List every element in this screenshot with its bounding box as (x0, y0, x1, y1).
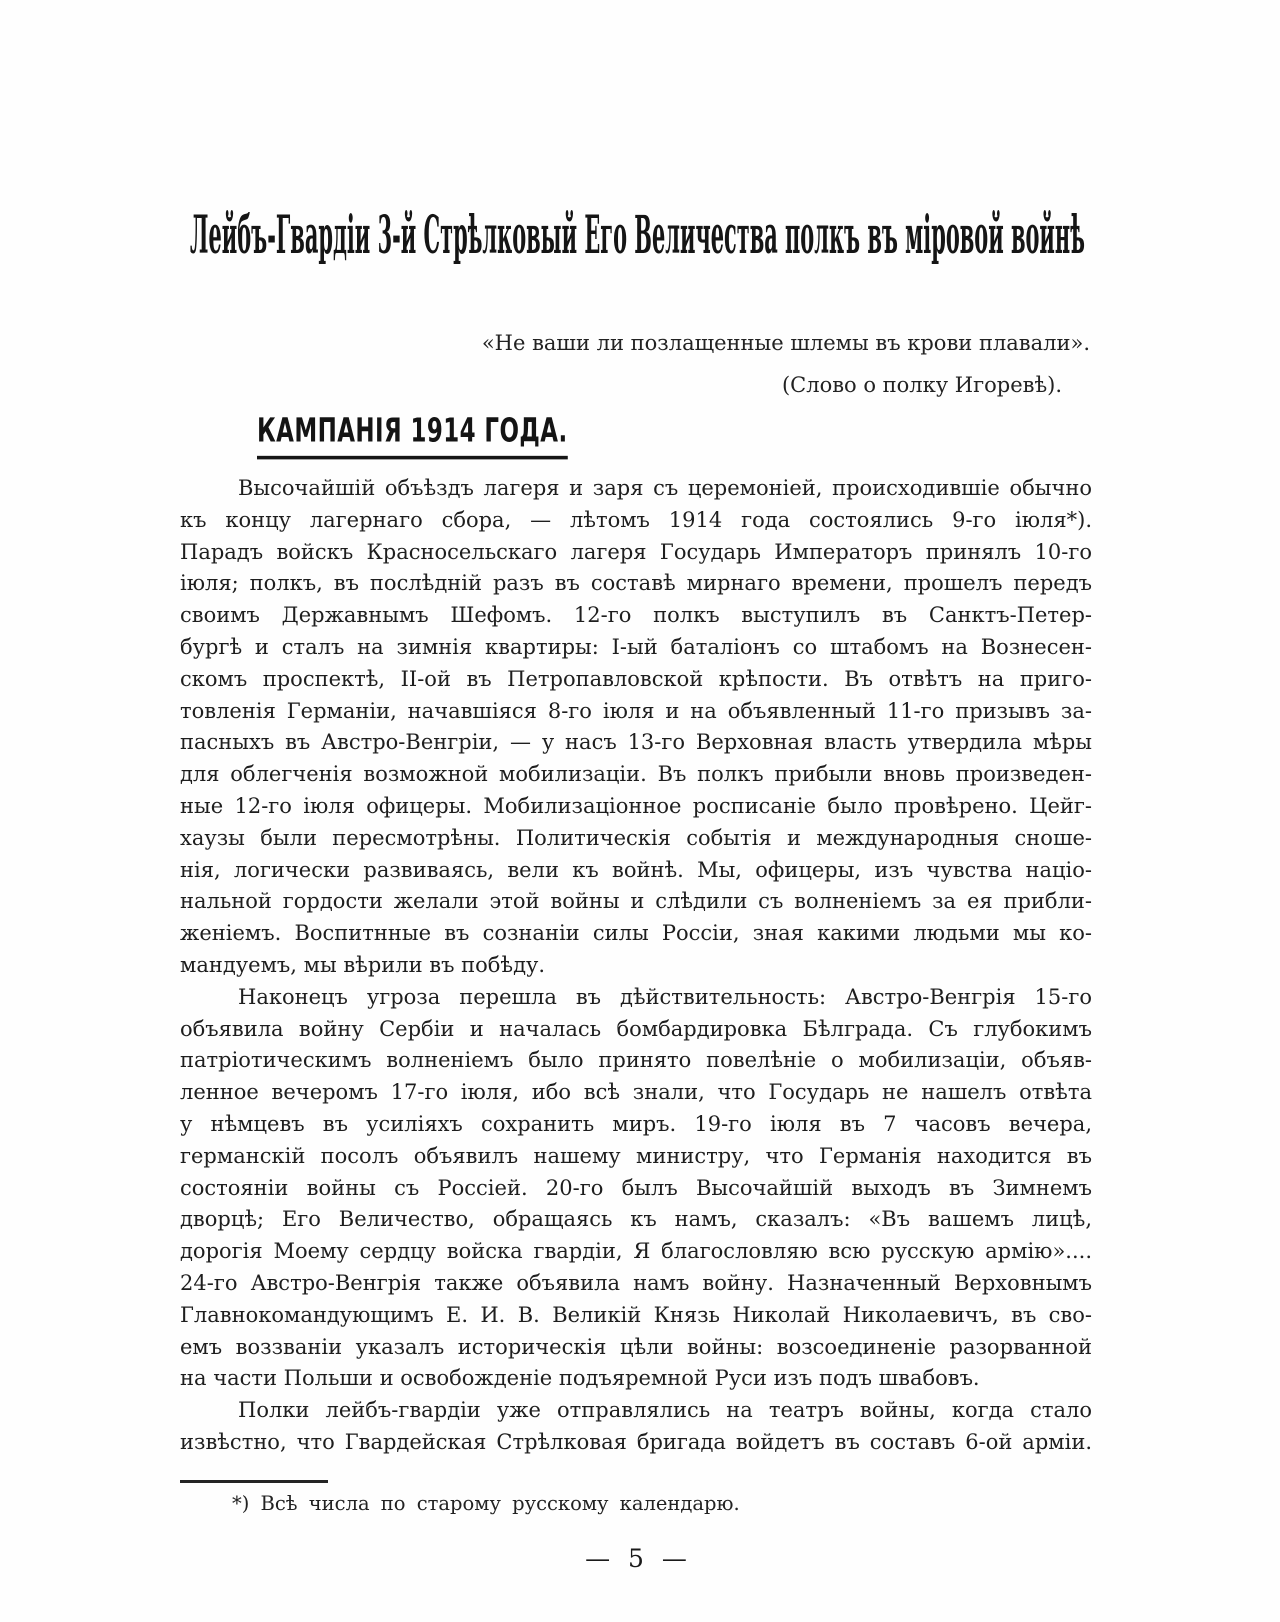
text-line: іюля; полкъ, въ послѣдній разъ въ составѣ мирнаго времени, прошелъ передъ (180, 571, 1092, 596)
epigraph-attribution: (Слово о полку Игоревѣ). (781, 373, 1062, 397)
text-line: ные 12-го іюля офицеры. Мобилизаціонное росписаніе было провѣрено. Цейг- (180, 793, 1092, 818)
text-line: къ концу лагернаго сбора, — лѣтомъ 1914 года состоялись 9-го іюля*). (180, 507, 1092, 532)
section-heading: КАМПАНІЯ 1914 ГОДА. (257, 411, 568, 459)
text-line: скомъ проспектѣ, ІІ-ой въ Петропавловской крѣпости. Въ отвѣтъ на приго- (180, 666, 1092, 691)
page-title-text: Лейбъ-Гвардіи 3-й Стрѣлковый Его Величества полкъ въ міровой войнѣ (190, 205, 1085, 267)
text-line: нальной гордости желали этой войны и слѣдили съ волненіемъ за ея прибли- (180, 889, 1092, 914)
text-line: Парадъ войскъ Красносельскаго лагеря Государь Императоръ принялъ 10-го (180, 539, 1092, 564)
text-line: ленное вечеромъ 17-го іюля, ибо всѣ знали, что Государь не нашелъ отвѣта (180, 1080, 1092, 1105)
text-line: для облегченія возможной мобилизаціи. Въ полкъ прибыли вновь произведен- (180, 762, 1092, 787)
text-line: дорогія Моему сердцу войска гвардіи, Я благословляю всю русскую армію».... (180, 1239, 1092, 1264)
text-line: у нѣмцевъ въ усиліяхъ сохранить миръ. 19-го іюля въ 7 часовъ вечера, (180, 1111, 1092, 1136)
text-line: на части Польши и освобожденіе подъяремной Руси изъ подъ швабовъ. (180, 1366, 980, 1391)
text-line: товленія Германіи, начавшіяся 8-го іюля и на объявленный 11-го призывъ за- (180, 698, 1092, 723)
epigraph-quote: «Не ваши ли позлащенные шлемы въ крови плавали». (481, 331, 1090, 355)
text-line: 24-го Австро-Венгрія также объявила намъ войну. Назначенный Верховнымъ (180, 1270, 1092, 1295)
text-line: Высочайшій объѣздъ лагеря и заря съ церемоніей, происходившіе обычно (238, 476, 1092, 500)
footnote: *) Всѣ числа по старому русскому календарю. (232, 1492, 740, 1515)
text-line: патріотическимъ волненіемъ было принято повелѣніе о мобилизаціи, объяв- (180, 1048, 1092, 1073)
body-text (180, 473, 1092, 1459)
text-line: емъ воззваніи указалъ историческія цѣли войны: возсоединеніе разорванной (180, 1334, 1092, 1359)
text-line: женіемъ. Воспитнные въ сознаніи силы Россіи, зная какими людьми мы ко- (180, 921, 1092, 946)
text-line: Полки лейбъ-гвардіи уже отправлялись на театръ войны, когда стало (238, 1398, 1092, 1423)
text-line: состояніи войны съ Россіей. 20-го былъ Высочайшій выходъ въ Зимнемъ (180, 1175, 1092, 1200)
text-line: Главнокомандующимъ Е. И. В. Великій Князь Николай Николаевичъ, въ сво- (180, 1302, 1092, 1327)
text-line: хаузы были пересмотрѣны. Политическія событія и международныя сноше- (180, 825, 1092, 850)
footnote-divider (180, 1480, 328, 1483)
text-line: германскій посолъ объявилъ нашему министру, что Германія находится въ (180, 1143, 1092, 1168)
text-line: дворцѣ; Его Величество, обращаясь къ намъ, сказалъ: «Въ вашемъ лицѣ, (180, 1207, 1092, 1232)
text-line: мандуемъ, мы вѣрили въ побѣду. (180, 952, 546, 977)
text-line: объявила войну Сербіи и началась бомбардировка Бѣлграда. Съ глубокимъ (180, 1016, 1092, 1041)
epigraph (482, 322, 1090, 406)
text-line: извѣстно, что Гвардейская Стрѣлковая бригада войдетъ въ составъ 6-ой арміи. (180, 1429, 1092, 1454)
page-title (190, 205, 1280, 267)
text-line: Наконецъ угроза перешла въ дѣйствительность: Австро-Венгрія 15-го (238, 984, 1092, 1009)
text-line: пасныхъ въ Австро-Венгріи, — у насъ 13-го Верховная власть утвердила мѣры (180, 730, 1092, 755)
text-line: бургѣ и сталъ на зимнія квартиры: І-ый баталіонъ со штабомъ на Вознесен- (180, 634, 1092, 659)
page-number: — 5 — (585, 1544, 687, 1573)
text-line: нія, логически развиваясь, вели къ войнѣ. Мы, офицеры, изъ чувства націо- (180, 857, 1092, 882)
text-line: своимъ Державнымъ Шефомъ. 12-го полкъ выступилъ въ Санктъ-Петер- (180, 603, 1092, 628)
